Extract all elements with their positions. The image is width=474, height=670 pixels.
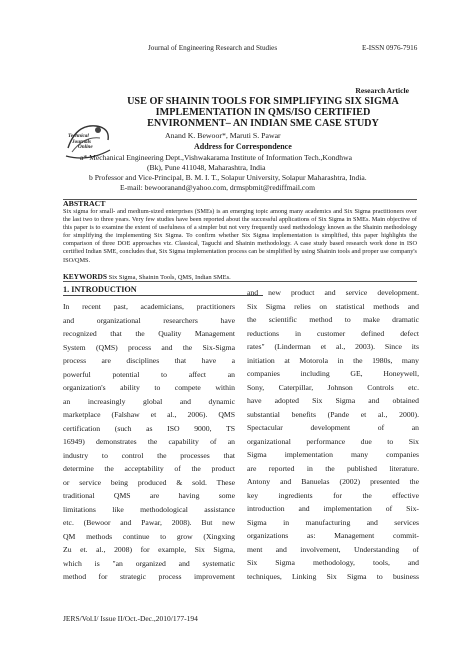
paper-title: USE OF SHAININ TOOLS FOR SIMPLIFYING SIX SIGMA IMPLEMENTATION IN QMS/ISO CERTIFIED ENVIRONMENT– AN INDIAN SME CASE STUDY xyxy=(127,96,399,129)
body-line: Sigma implementation many companies xyxy=(247,450,419,459)
page-footer: JERS/Vol.I/ Issue II/Oct.-Dec.,2010/177-194 xyxy=(63,614,198,623)
body-line: recognized that the Quality Management xyxy=(63,329,235,338)
body-line: QM methods continue to grow (Xingxing xyxy=(63,531,235,541)
abstract-heading: ABSTRACT xyxy=(63,199,106,208)
body-line: traditional QMS are having some xyxy=(63,491,235,500)
affiliation-2: b Professor and Vice-Principal, B. M. I. T., Solapur University, Solapur Maharashtra, India. xyxy=(89,173,367,182)
body-line: companies including GE, Honeywell, xyxy=(247,369,419,378)
journal-name: Journal of Engineering Research and Studies xyxy=(148,44,278,52)
body-line: key ingredients for the effective xyxy=(247,490,419,500)
body-line: Six Sigma methodology, tools, and xyxy=(247,558,419,567)
body-line: limitations like methodological assistance xyxy=(63,504,235,514)
abstract-text: Six sigma for small- and medium-sized enterprises (SMEs) is an emerging topic among many academics and Six Sigma practitioners over the last two to three years. Very few studies have been reported about the successful applications of Six Sigma in SMEs. Main objective of this paper is to examine the extent of usefulness of a simpler but not very frequently used methodology known as the Shainin methodology for simplifying the implementing Six Sigma. To confirm whether Six Sigma implementation is simplified, this paper highlights the comparison of three DOE approaches viz. Classical, Taguchi and Shainin methodology. A case study based research work done in ISO certified Indian SME, concludes that, Six Sigma implementation process can be simplified by using Shainin tools and proper use company's ISO/QMS. xyxy=(63,208,417,264)
body-line: organizations as: Management commit- xyxy=(247,531,419,540)
body-column-left xyxy=(63,300,235,584)
keywords-text: Six Sigma, Shainin Tools, QMS, Indian SMEs. xyxy=(108,274,231,281)
body-line: process are disciplines that have a xyxy=(63,356,235,365)
body-line: Sigma in manufacturing and services xyxy=(247,517,419,527)
body-line: certification (such as ISO 9000, TS xyxy=(63,423,235,433)
keywords-line xyxy=(63,272,417,281)
body-line: marketplace (Falshaw et al., 2006). QMS xyxy=(63,410,235,419)
body-line: Sony, Caterpillar, Johnson Controls etc. xyxy=(247,382,419,392)
body-line: introduction and implementation of Six- xyxy=(247,504,419,513)
body-line: the scientific method to make dramatic xyxy=(247,315,419,324)
body-line: Zu et. al., 2008) for example, Six Sigma, xyxy=(63,545,235,554)
issn-label: E-ISSN 0976-7916 xyxy=(362,44,418,52)
logo-line-3: Online xyxy=(78,144,93,151)
body-line: techniques, Linking Six Sigma to business xyxy=(247,571,419,581)
body-line: substantial benefits (Pande et al., 2000). xyxy=(247,409,419,419)
body-line: System (QMS) process and the Six-Sigma xyxy=(63,342,235,352)
body-line: powerful potential to affect an xyxy=(63,369,235,379)
body-line: 16949) demonstrates the capability of an xyxy=(63,437,235,446)
body-line: organization's ability to compete within xyxy=(63,383,235,392)
body-line: or service being produced & sold. These xyxy=(63,477,235,487)
body-line: reductions in customer defined defect xyxy=(247,328,419,338)
address-heading: Address for Correspondence xyxy=(194,142,292,151)
body-line: are reported in the published literature. xyxy=(247,463,419,473)
authors: Anand K. Bewoor*, Maruti S. Pawar xyxy=(165,131,281,140)
body-line: In recent past, academicians, practitioners xyxy=(63,302,235,311)
body-line: organizational performance due to Six xyxy=(247,436,419,446)
body-line: and new product and service development. xyxy=(247,288,419,297)
body-line: initiation at Motorola in the 1980s, many xyxy=(247,355,419,365)
logo-line-1: Technical xyxy=(68,133,89,139)
body-line: Six Sigma relies on statistical methods and xyxy=(247,301,419,311)
affiliation-1-address: (Bk), Pune 411048, Maharashtra, India xyxy=(147,163,266,172)
body-line: Spectacular development of an xyxy=(247,423,419,432)
body-line: determine the acceptability of the product xyxy=(63,464,235,473)
body-line: industry to control the processes that xyxy=(63,450,235,460)
body-line: have adopted Six Sigma and obtained xyxy=(247,396,419,405)
body-line: which is "an organized and systematic xyxy=(63,558,235,568)
contact-email: E-mail: bewooranand@yahoo.com, drmspbmit@rediffmail.com xyxy=(120,183,315,192)
body-column-right xyxy=(247,286,419,583)
body-line: etc. (Bewoor and Pawar, 2008). But new xyxy=(63,518,235,527)
body-line: method for strategic process improvement xyxy=(63,572,235,581)
body-line: rates" (Linderman et al., 2003). Since its xyxy=(247,342,419,351)
body-line: ment and involvement, Understanding of xyxy=(247,544,419,554)
body-line: an increasingly global and dynamic xyxy=(63,396,235,406)
article-type-label: Research Article xyxy=(355,86,409,95)
section-heading-introduction: 1. INTRODUCTION xyxy=(63,285,263,296)
keywords-label: KEYWORDS xyxy=(63,272,107,281)
body-line: Antony and Banuelas (2002) presented the xyxy=(247,477,419,486)
logo-line-2: Journals xyxy=(72,138,92,145)
body-line: and organizational researchers have xyxy=(63,315,235,325)
affiliation-1: a* Mechanical Engineering Dept.,Vishwakarama Institute of Information Tech.,Kondhwa xyxy=(80,153,352,162)
